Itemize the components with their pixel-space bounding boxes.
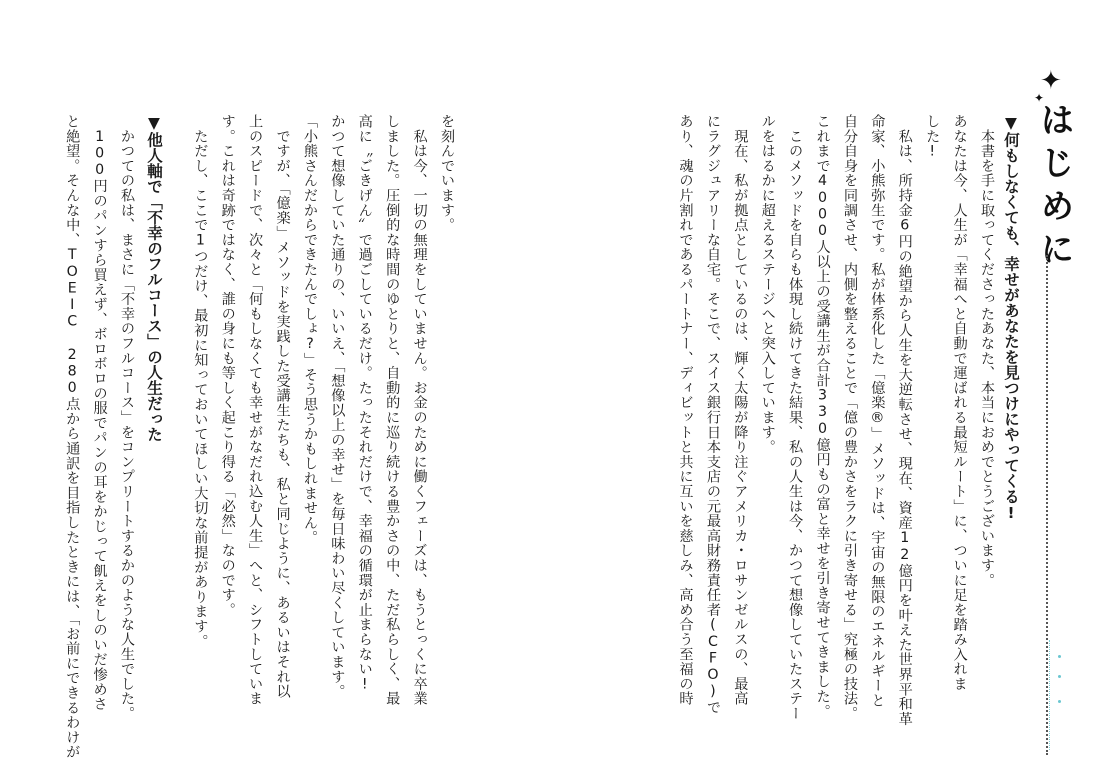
section-body-right: 本書を手に取ってくださったあなた、本当におめでとうございます。 あなたは今、人生が「幸福へと自動で運ばれる最短ルート」に、ついに足を踏み入れま した! 私は、所持金6円の絶望から人生を大逆転させ、現在、資産12億円を叶えた世界平和革 命家、小熊弥生です。私が体系化した「億楽®」メソッドは、宇宙の無限のエネルギーと 自分自身を同調させ、内側を整えることで「億の豊かさをラクに引き寄せる」究極の技法。 これまで4000人以上の受講生が合計330億円もの富と幸せを引き寄せてきました。 このメソッドを自らも体現し続けてきた結果、私の人生は今、かつて想像していたステー ルをはるかに超えるステージへと突入しています。 現在、私が拠点としているのは、輝く太陽が降り注ぐアメリカ・ロサンゼルスの、最高 にラグジュアリーな自宅。そこで、スイス銀行日本支店の元最高財務責任者(CFO)で あり、魂の片割れであるパートナー、ディビットと共に互いを慈しみ、高め合う至福の時	[677, 114, 995, 727]
title-dotted-rule	[1046, 255, 1048, 755]
title-accent-rule	[1049, 640, 1050, 750]
accent-dot	[1058, 700, 1061, 703]
small-sparkle-icon: ✦	[1034, 91, 1045, 105]
sparkle-icon: ✦	[1040, 66, 1062, 96]
accent-dot	[1058, 675, 1061, 678]
section-heading-2: ▼他人軸で「不幸のフルコース」の人生だった	[145, 114, 163, 442]
section-heading-1: ▼何もしなくても、幸せがあなたを見つけにやってくる!	[1002, 114, 1020, 522]
section-body-2: かつての私は、まさに「不幸のフルコース」をコンプリートするかのような人生でした。 100円のパンすら買えず、ボロボロの服でパンの耳をかじって飢えをしのいだ惨めさ と絶望。そんな中、TOEIC 280点から通訳を目指したときには、「お前にできるわけが	[64, 114, 135, 760]
chapter-title: はじめに	[1034, 102, 1074, 274]
section-body-left: を刻んでいます。 私は今、一切の無理をしていません。お金のために働くフェーズは、もうとっくに卒業 しました。圧倒的な時間のゆとりと、自動的に巡り続ける豊かさの中、ただ私らしく、最 高に〝ごきげん〟で過ごしているだけ。たったそれだけで、幸福の循環が止まらない! かつて想像していた通りの、いいえ、「想像以上の幸せ」を毎日味わい尽くしています。 「小熊さんだからできたんでしょ?」そう思うかもしれません。 ですが、「億楽」メソッドを実践した受講生たちも、私と同じように、あるいはそれ以 上のスピードで、次々と「何もしなくても幸せがなだれ込む人生」へと、シフトしていま す。これは奇跡ではなく、誰の身にも等しく起こり得る「必然」なのです。 ただし、ここで1つだけ、最初に知っておいてほしい大切な前提があります。	[192, 114, 455, 706]
accent-dot	[1058, 655, 1061, 658]
